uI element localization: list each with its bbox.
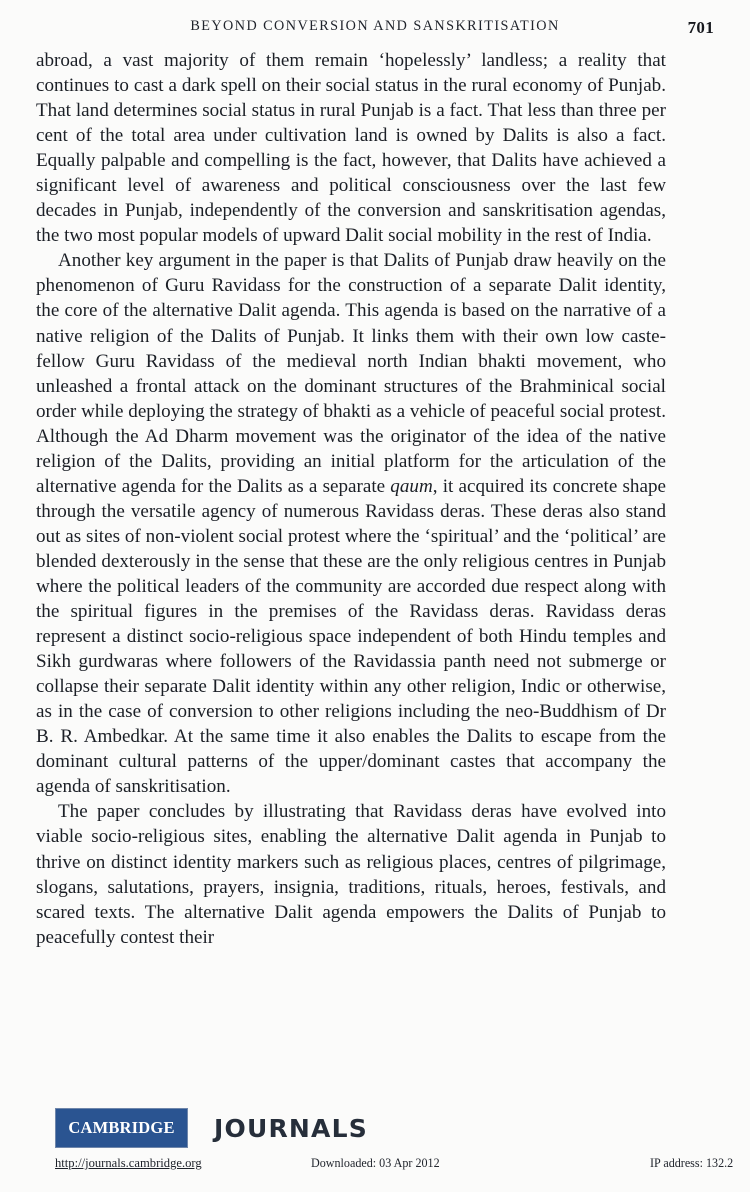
page-footer xyxy=(0,1084,750,1192)
paragraph-text-after-italic: , it acquired its concrete shape through the versatile agency of numerous Ravidass deras. These deras also stand out as sites of non-violent social protest where the ‘spiritual’ and the ‘political’ are blended dexterously in the sense that these are the only religious centres in Punjab where the political leaders of the community are accorded due respect along with the spiritual figures in the premises of the Ravidass deras. Ravidass deras represent a distinct socio-religious space independent of both Hindu temples and Sikh gurdwaras where followers of the Ravidassia panth need not submerge or collapse their separate Dalit identity within any other religion, Indic or otherwise, as in the case of conversion to other religions including the neo-Buddhism of Dr B. R. Ambedkar. At the same time it also enables the Dalits to escape from the dominant cultural patterns of the upper/dominant castes that accompany the agenda of sanskritisation. xyxy=(36,475,666,798)
paragraph-text-before-italic: Another key argument in the paper is that Dalits of Punjab draw heavily on the phenomenon of Guru Ravidass for the construction of a separate Dalit identity, the core of the alternative Dalit agenda. This agenda is based on the narrative of a native religion of the Dalits of Punjab. It links them with their own low caste-fellow Guru Ravidass of the medieval north Indian bhakti movement, who unleashed a frontal attack on the dominant structures of the Brahminical social order while deploying the strategy of bhakti as a vehicle of peaceful social protest. Although the Ad Dharm movement was the originator of the idea of the native religion of the Dalits, providing an initial platform for the articulation of the alternative agenda for the Dalits as a separate xyxy=(36,250,666,497)
cambridge-logo-box xyxy=(55,1108,188,1148)
running-head-title: BEYOND CONVERSION AND SANSKRITISATION xyxy=(190,18,560,34)
paragraph-ravidass-agenda xyxy=(36,248,666,799)
page-number: 701 xyxy=(687,18,714,37)
footer-metadata-row xyxy=(0,1156,750,1178)
journals-url-link[interactable]: http://journals.cambridge.org xyxy=(55,1156,202,1170)
italic-term-qaum: qaum xyxy=(390,475,433,497)
running-head xyxy=(36,18,714,44)
ip-address: IP address: 132.2 xyxy=(650,1156,734,1170)
paragraph-landlessness: abroad, a vast majority of them remain ‘hopelessly’ landless; a reality that continues to cast a dark spell on their social status in the rural economy of Punjab. That land determines social status in rural Punjab is a fact. That less than three per cent of the total area under cultivation land is owned by Dalits is also a fact. Equally palpable and compelling is the fact, however, that Dalits have achieved a significant level of awareness and political consciousness over the last few decades in Punjab, independently of the conversion and sanskritisation agendas, the two most popular models of upward Dalit social mobility in the rest of India. xyxy=(36,50,666,247)
journals-wordmark: JOURNALS xyxy=(214,1113,368,1143)
downloaded-date: Downloaded: 03 Apr 2012 xyxy=(311,1156,440,1170)
cambridge-wordmark: CAMBRIDGE xyxy=(68,1117,175,1137)
body-text-block xyxy=(36,48,666,950)
cambridge-journals-logo xyxy=(55,1108,368,1148)
paragraph-conclusion: The paper concludes by illustrating that Ravidass deras have evolved into viable socio-religious sites, enabling the alternative Dalit agenda in Punjab to thrive on distinct identity markers such as religious places, centres of pilgrimage, slogans, salutations, prayers, insignia, traditions, rituals, heroes, festivals, and scared texts. The alternative Dalit agenda empowers the Dalits of Punjab to peacefully contest their xyxy=(36,801,666,948)
